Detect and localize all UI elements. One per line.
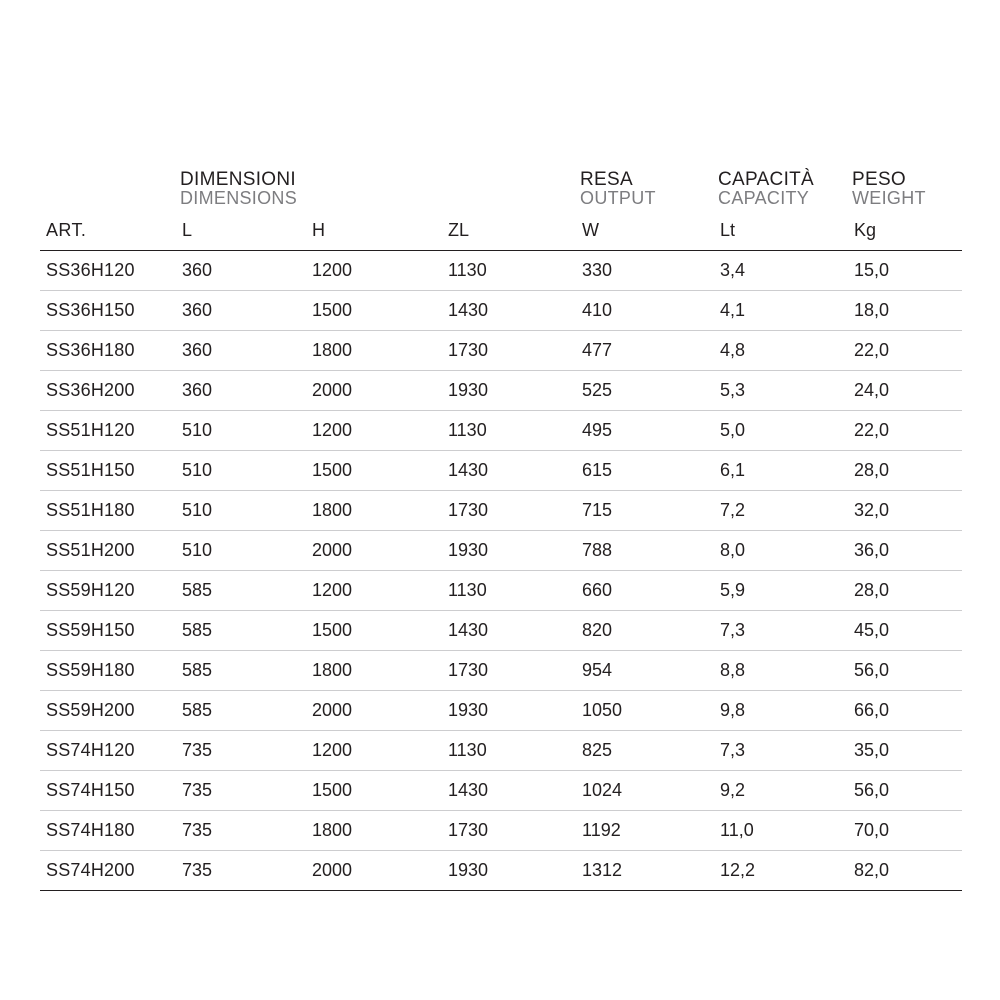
cell-h: 2000 — [310, 850, 446, 890]
cell-art: SS74H120 — [40, 730, 180, 770]
group-header-dimensions-it: DIMENSIONI — [180, 169, 296, 190]
cell-l: 510 — [180, 410, 310, 450]
group-header-row — [40, 170, 962, 218]
table-row — [40, 530, 962, 570]
cell-zl: 1730 — [446, 330, 580, 370]
cell-w: 330 — [580, 250, 718, 290]
cell-l: 735 — [180, 770, 310, 810]
cell-zl: 1430 — [446, 450, 580, 490]
group-header-dimensions — [180, 170, 580, 218]
table-row — [40, 370, 962, 410]
cell-art: SS51H120 — [40, 410, 180, 450]
group-header-capacity-it: CAPACITÀ — [718, 169, 815, 190]
cell-l: 735 — [180, 730, 310, 770]
cell-art: SS59H200 — [40, 690, 180, 730]
cell-kg: 70,0 — [852, 810, 962, 850]
cell-art: SS74H180 — [40, 810, 180, 850]
cell-h: 1800 — [310, 490, 446, 530]
cell-w: 1312 — [580, 850, 718, 890]
cell-art: SS59H120 — [40, 570, 180, 610]
cell-art: SS51H180 — [40, 490, 180, 530]
cell-w: 615 — [580, 450, 718, 490]
group-header-capacity-en: CAPACITY — [718, 188, 810, 209]
cell-h: 1800 — [310, 650, 446, 690]
cell-l: 585 — [180, 570, 310, 610]
cell-h: 2000 — [310, 690, 446, 730]
cell-l: 585 — [180, 610, 310, 650]
column-header-kg: Kg — [852, 218, 962, 251]
cell-lt: 3,4 — [718, 250, 852, 290]
cell-h: 1500 — [310, 610, 446, 650]
cell-h: 1200 — [310, 730, 446, 770]
cell-zl: 1930 — [446, 690, 580, 730]
cell-w: 825 — [580, 730, 718, 770]
column-header-row — [40, 218, 962, 251]
cell-art: SS74H150 — [40, 770, 180, 810]
cell-zl: 1130 — [446, 730, 580, 770]
table-row — [40, 650, 962, 690]
cell-w: 660 — [580, 570, 718, 610]
table-row — [40, 450, 962, 490]
group-header-output-en: OUTPUT — [580, 188, 656, 209]
table-row — [40, 610, 962, 650]
table-row — [40, 810, 962, 850]
cell-kg: 15,0 — [852, 250, 962, 290]
cell-lt: 4,1 — [718, 290, 852, 330]
table-row — [40, 490, 962, 530]
group-header-capacity — [718, 170, 852, 218]
cell-w: 410 — [580, 290, 718, 330]
cell-w: 820 — [580, 610, 718, 650]
cell-zl: 1430 — [446, 290, 580, 330]
cell-h: 1800 — [310, 810, 446, 850]
column-header-l: L — [180, 218, 310, 251]
cell-w: 477 — [580, 330, 718, 370]
cell-h: 1200 — [310, 250, 446, 290]
cell-zl: 1130 — [446, 410, 580, 450]
cell-kg: 45,0 — [852, 610, 962, 650]
cell-l: 510 — [180, 450, 310, 490]
cell-kg: 24,0 — [852, 370, 962, 410]
group-header-dimensions-en: DIMENSIONS — [180, 188, 298, 209]
cell-h: 1500 — [310, 450, 446, 490]
cell-kg: 28,0 — [852, 570, 962, 610]
cell-w: 1024 — [580, 770, 718, 810]
cell-lt: 9,2 — [718, 770, 852, 810]
cell-lt: 12,2 — [718, 850, 852, 890]
cell-h: 1500 — [310, 770, 446, 810]
cell-l: 360 — [180, 370, 310, 410]
cell-lt: 5,9 — [718, 570, 852, 610]
cell-l: 360 — [180, 250, 310, 290]
cell-lt: 9,8 — [718, 690, 852, 730]
column-header-w: W — [580, 218, 718, 251]
table-row — [40, 850, 962, 890]
cell-zl: 1930 — [446, 530, 580, 570]
cell-art: SS74H200 — [40, 850, 180, 890]
cell-zl: 1730 — [446, 810, 580, 850]
cell-kg: 35,0 — [852, 730, 962, 770]
cell-h: 2000 — [310, 370, 446, 410]
column-header-art: ART. — [40, 218, 180, 251]
cell-kg: 22,0 — [852, 330, 962, 370]
table-row — [40, 410, 962, 450]
cell-l: 585 — [180, 650, 310, 690]
cell-w: 495 — [580, 410, 718, 450]
cell-zl: 1430 — [446, 770, 580, 810]
cell-lt: 8,0 — [718, 530, 852, 570]
cell-zl: 1130 — [446, 250, 580, 290]
cell-w: 715 — [580, 490, 718, 530]
group-header-output-it: RESA — [580, 169, 633, 190]
cell-l: 510 — [180, 490, 310, 530]
cell-art: SS36H150 — [40, 290, 180, 330]
cell-kg: 56,0 — [852, 650, 962, 690]
table-row — [40, 330, 962, 370]
cell-lt: 4,8 — [718, 330, 852, 370]
cell-lt: 5,3 — [718, 370, 852, 410]
column-header-lt: Lt — [718, 218, 852, 251]
cell-lt: 11,0 — [718, 810, 852, 850]
cell-kg: 82,0 — [852, 850, 962, 890]
cell-art: SS59H180 — [40, 650, 180, 690]
cell-lt: 7,2 — [718, 490, 852, 530]
column-header-zl: ZL — [446, 218, 580, 251]
cell-l: 360 — [180, 330, 310, 370]
cell-l: 510 — [180, 530, 310, 570]
group-header-weight-it: PESO — [852, 169, 907, 190]
cell-w: 788 — [580, 530, 718, 570]
cell-lt: 6,1 — [718, 450, 852, 490]
cell-zl: 1930 — [446, 850, 580, 890]
table-row — [40, 250, 962, 290]
cell-l: 360 — [180, 290, 310, 330]
cell-w: 1050 — [580, 690, 718, 730]
cell-h: 1500 — [310, 290, 446, 330]
group-header-weight-en: WEIGHT — [852, 188, 926, 209]
cell-lt: 5,0 — [718, 410, 852, 450]
cell-h: 1800 — [310, 330, 446, 370]
group-header-spacer — [40, 170, 180, 218]
cell-l: 735 — [180, 810, 310, 850]
cell-art: SS36H120 — [40, 250, 180, 290]
cell-kg: 22,0 — [852, 410, 962, 450]
cell-art: SS59H150 — [40, 610, 180, 650]
cell-w: 954 — [580, 650, 718, 690]
group-header-weight — [852, 170, 962, 218]
cell-h: 2000 — [310, 530, 446, 570]
cell-zl: 1130 — [446, 570, 580, 610]
cell-h: 1200 — [310, 410, 446, 450]
cell-art: SS51H150 — [40, 450, 180, 490]
cell-kg: 36,0 — [852, 530, 962, 570]
cell-kg: 28,0 — [852, 450, 962, 490]
cell-art: SS51H200 — [40, 530, 180, 570]
cell-kg: 32,0 — [852, 490, 962, 530]
cell-zl: 1730 — [446, 490, 580, 530]
cell-h: 1200 — [310, 570, 446, 610]
cell-kg: 56,0 — [852, 770, 962, 810]
cell-lt: 7,3 — [718, 610, 852, 650]
table-row — [40, 730, 962, 770]
specifications-table — [40, 170, 962, 891]
cell-w: 525 — [580, 370, 718, 410]
table-row — [40, 570, 962, 610]
table-row — [40, 290, 962, 330]
column-header-h: H — [310, 218, 446, 251]
cell-art: SS36H180 — [40, 330, 180, 370]
cell-kg: 18,0 — [852, 290, 962, 330]
cell-kg: 66,0 — [852, 690, 962, 730]
cell-art: SS36H200 — [40, 370, 180, 410]
cell-l: 585 — [180, 690, 310, 730]
table-row — [40, 770, 962, 810]
cell-lt: 7,3 — [718, 730, 852, 770]
cell-zl: 1930 — [446, 370, 580, 410]
cell-w: 1192 — [580, 810, 718, 850]
cell-l: 735 — [180, 850, 310, 890]
group-header-output — [580, 170, 718, 218]
table-row — [40, 690, 962, 730]
cell-lt: 8,8 — [718, 650, 852, 690]
cell-zl: 1430 — [446, 610, 580, 650]
cell-zl: 1730 — [446, 650, 580, 690]
